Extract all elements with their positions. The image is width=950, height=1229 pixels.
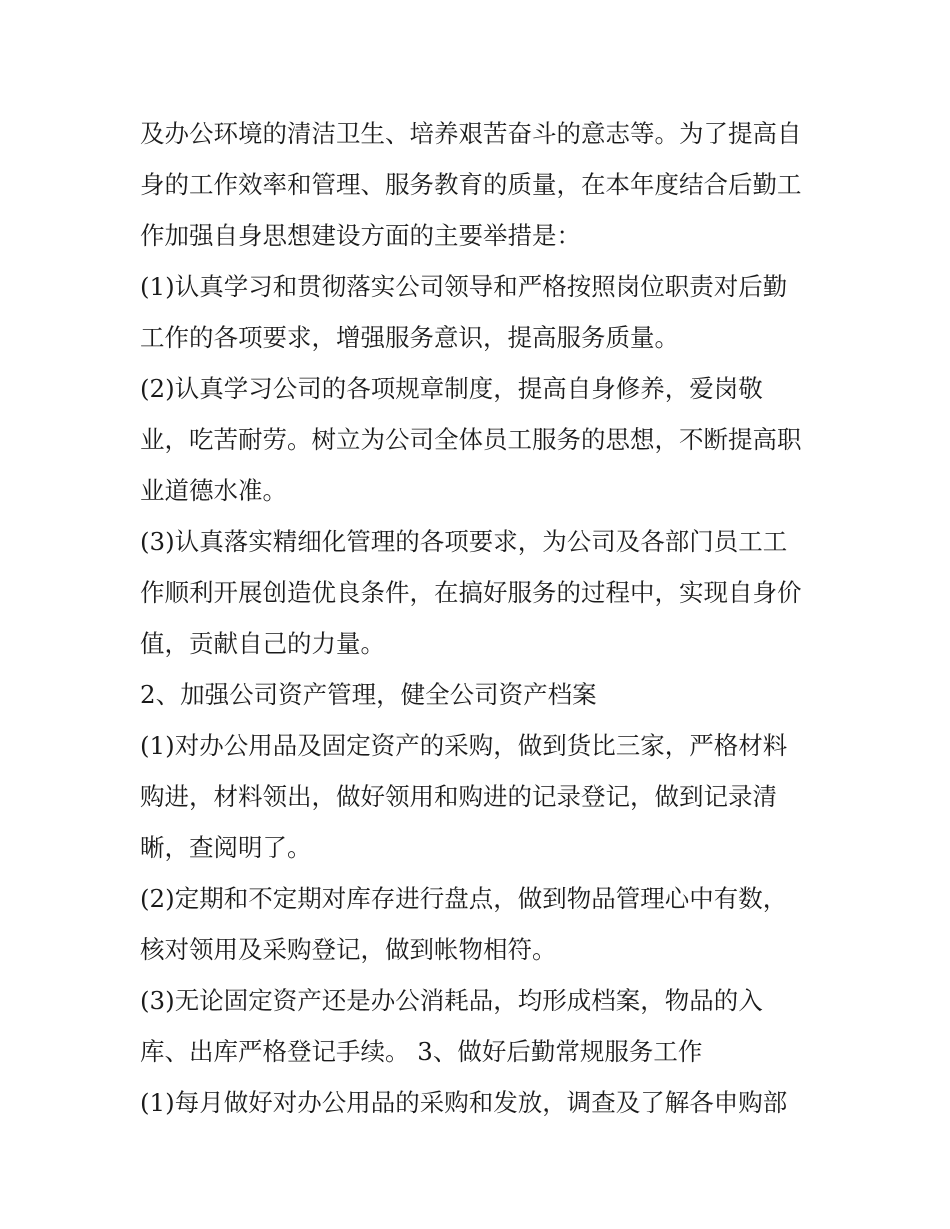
text-line: (2)定期和不定期对库存进行盘点，做到物品管理心中有数， bbox=[140, 884, 788, 913]
text-line: (3)无论固定资产还是办公消耗品，均形成档案，物品的入 bbox=[140, 986, 763, 1015]
text-line: (1)每月做好对办公用品的采购和发放，调查及了解各申购部 bbox=[140, 1088, 788, 1117]
text-line: (2)认真学习公司的各项规章制度，提高自身修养，爱岗敬 bbox=[140, 374, 763, 403]
document-body bbox=[140, 108, 820, 1128]
text-line: 工作的各项要求，增强服务意识，提高服务质量。 bbox=[140, 323, 679, 352]
text-line: (1)对办公用品及固定资产的采购，做到货比三家，严格材料 bbox=[140, 731, 788, 760]
text-line: 晰，查阅明了。 bbox=[140, 833, 312, 862]
text-line: 核对领用及采购登记，做到帐物相符。 bbox=[140, 935, 557, 964]
text-line: 作加强自身思想建设方面的主要举措是： bbox=[140, 221, 581, 250]
text-line: 业，吃苦耐劳。树立为公司全体员工服务的思想，不断提高职 bbox=[140, 425, 802, 454]
text-line: 身的工作效率和管理、服务教育的质量，在本年度结合后勤工 bbox=[140, 170, 802, 199]
text-line: 值，贡献自己的力量。 bbox=[140, 629, 385, 658]
text-line: 及办公环境的清洁卫生、培养艰苦奋斗的意志等。为了提高自 bbox=[140, 119, 802, 148]
text-line: (1)认真学习和贯彻落实公司领导和严格按照岗位职责对后勤 bbox=[140, 272, 788, 301]
text-line: (3)认真落实精细化管理的各项要求，为公司及各部门员工工 bbox=[140, 527, 788, 556]
text-line: 作顺利开展创造优良条件，在搞好服务的过程中，实现自身价 bbox=[140, 578, 802, 607]
text-line: 业道德水准。 bbox=[140, 476, 287, 505]
section-heading: 2、加强公司资产管理，健全公司资产档案 bbox=[140, 680, 597, 709]
text-line: 库、出库严格登记手续。 3、做好后勤常规服务工作 bbox=[140, 1037, 703, 1066]
text-line: 购进，材料领出，做好领用和购进的记录登记，做到记录清 bbox=[140, 782, 777, 811]
